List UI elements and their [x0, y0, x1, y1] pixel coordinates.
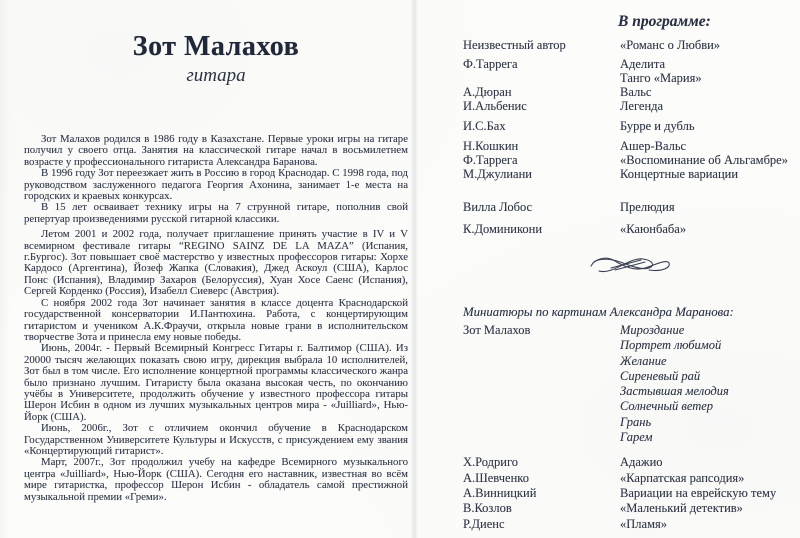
- piece-title: Адажио: [620, 455, 663, 470]
- miniatures-list: [420, 323, 798, 445]
- program-row: [420, 369, 798, 384]
- composer-name: Р.Диенс: [463, 516, 505, 531]
- composer-name: М.Джулиани: [463, 167, 532, 181]
- program-row: [420, 354, 798, 369]
- composer-name: И.С.Бах: [463, 119, 506, 133]
- piece-title: Бурре и дубль: [620, 119, 695, 133]
- composer-name: [463, 399, 620, 414]
- piece-title: «Воспоминание об Альгамбре»: [620, 153, 788, 167]
- piece-title: Желание: [620, 353, 667, 368]
- composer-name: Неизвестный автор: [463, 38, 566, 52]
- program-row: [420, 57, 798, 71]
- program-row: [420, 517, 798, 532]
- right-page: [420, 0, 798, 532]
- bio-paragraph: Июнь, 2004г. - Первый Всемирный Конгресс Гитары г. Балтимор (США). Из 20000 тысяч желающих показать свою игру, дирекция выбрала 10 исполнителей, Зот был в том числе. Его исполнение концертной программы классического жанра было признано лучшим. Гитаристу была оказана высокая честь, по окончанию учёбы в Университете, продолжить обучение у известного профессора гитары Шерон Исбин в одном из лучших музыкальных центров мира - «Juilliard», Нью-Йорк (США).: [24, 342, 408, 423]
- program-row: [420, 85, 798, 99]
- page-fold-line: [410, 0, 418, 538]
- piece-title: Ашер-Вальс: [620, 139, 687, 153]
- piece-title: Вальс: [620, 85, 652, 99]
- program-row: [420, 501, 798, 516]
- page-subtitle: гитара: [186, 65, 246, 86]
- bio-paragraph: Март, 2007г., Зот продолжил учебу на кафедре Всемирного музыкального центра «Juilliard», Нью-Йорк (США). Сегодня его наставник, известная во всём мире гитаристка, профессор Шерон Исбин - обладатель самой престижной музыкальной премии «Греми».: [24, 456, 408, 503]
- bio-paragraph: Летом 2001 и 2002 года, получает приглашение принять участие в IV и V всемирном фестивале гитары “REGINO SAINZ DE LA MAZA” (Испания, г.Бургос). Зот повышает своё мастерство у известных профессоров гитары: Хорхе Кардосо (Аргентина), Йозеф Жапка (Словакия), Джед Аскоул (США), Карлос Понс (Испания), Владимир Захаров (Белоруссия), Хуан Хосе Саенс (Испания), Сергей Корденко (Россия), Изабелл Сиеверс (Австрия).: [24, 228, 408, 298]
- composer-name: А.Шевченко: [463, 470, 529, 485]
- composer-name: К.Доминикони: [463, 222, 543, 236]
- program-row: [420, 399, 798, 414]
- composer-name: Ф.Таррега: [463, 153, 518, 167]
- composer-name: Зот Малахов: [463, 323, 531, 337]
- composer-name: А.Винницкий: [463, 485, 537, 500]
- piece-title: Прелюдия: [620, 200, 675, 214]
- composer-name: А.Дюран: [463, 85, 512, 99]
- program-row: [420, 153, 798, 167]
- piece-title: Грань: [620, 414, 652, 429]
- program-row: [420, 471, 798, 486]
- piece-title: Солнечный ветер: [620, 399, 714, 414]
- program-header: В программе:: [618, 13, 711, 30]
- program-row: [420, 338, 798, 353]
- program-row: [420, 71, 798, 85]
- composer-name: И.Альбенис: [463, 99, 527, 113]
- bio-paragraph: С ноября 2002 года Зот начинает занятия в классе доцента Краснодарской государственной консерватории И.Пантюхина. Работа, с концертирующим гитаристом и учеником А.К.Фраучи, открыла новые грани в исполнительском творчестве Зота и принесла ему новые победы.: [24, 296, 408, 343]
- bio-paragraph: В 1996 году Зот переезжает жить в Россию в город Краснодар. С 1998 года, под руководством заслуженного педагога Георгия Ахонина, занимает 1-е места на городских и краевых конкурсах.: [24, 167, 408, 203]
- flourish-icon: [583, 252, 677, 276]
- bio-paragraph: Зот Малахов родился в 1986 году в Казахстане. Первые уроки игры на гитаре получил у своего отца. Занятия на классической гитаре начал в восьмилетнем возрасте у профессионального гитариста Александра Баранова.: [24, 133, 408, 168]
- composer-name: [463, 384, 620, 399]
- program-row: [420, 99, 798, 113]
- piece-title: Вариации на еврейскую тему: [620, 485, 777, 500]
- program-row: [420, 167, 798, 181]
- piece-title: Сиреневый рай: [620, 368, 701, 383]
- biography-text: [24, 134, 408, 503]
- composer-name: Х.Родриго: [463, 455, 519, 470]
- piece-title: Аделита: [620, 57, 666, 71]
- piece-title: «Пламя»: [620, 516, 667, 531]
- piece-title: Гарем: [620, 430, 653, 445]
- piece-title: Легенда: [620, 99, 664, 113]
- composer-name: [463, 369, 620, 384]
- program-row: [420, 384, 798, 399]
- piece-title: Концертные вариации: [620, 167, 739, 181]
- piece-title: Застывшая мелодия: [620, 384, 729, 399]
- program-row: [420, 222, 798, 236]
- program-row: [420, 415, 798, 430]
- piece-title: «Каюнбаба»: [620, 222, 687, 236]
- program-row: [420, 38, 798, 52]
- program-row: [420, 139, 798, 153]
- composer-name: [463, 430, 620, 445]
- piece-title: «Романс о Любви»: [620, 38, 721, 52]
- miniatures-header: Миниатюры по картинам Александра Маранова:: [463, 305, 734, 319]
- composer-name: Н.Кошкин: [463, 139, 519, 153]
- program-row: [420, 200, 798, 214]
- composer-name: Ф.Таррега: [463, 57, 518, 71]
- composer-name: [463, 415, 620, 430]
- composer-name: [463, 354, 620, 369]
- composer-name: [463, 71, 620, 85]
- piece-title: «Карпатская рапсодия»: [620, 470, 745, 485]
- composer-name: Вилла Лобос: [463, 200, 533, 214]
- left-page: [24, 0, 408, 503]
- page-title: Зот Малахов: [132, 31, 300, 62]
- scan-edge-shadow: [0, 0, 10, 538]
- program-row: [420, 323, 798, 338]
- piece-title: Портрет любимой: [620, 338, 722, 353]
- piece-title: «Маленький детектив»: [620, 501, 743, 516]
- program-row: [420, 455, 798, 470]
- bio-paragraph: Июнь, 2006г., Зот с отличием окончил обучение в Краснодарском Государственном Университете Культуры и Искусств, с присуждением ему звания «Концертирующий гитарист».: [24, 422, 408, 457]
- composer-name: В.Козлов: [463, 501, 512, 516]
- piece-title: Мироздание: [620, 323, 685, 337]
- composer-name: [463, 338, 620, 353]
- program-row: [420, 119, 798, 133]
- program-row: [420, 486, 798, 501]
- bio-paragraph: В 15 лет осваивает технику игры на 7 струнной гитаре, пополнив свой репертуар произведениями русской гитарной классики.: [24, 201, 408, 225]
- program-row: [420, 430, 798, 445]
- piece-title: Танго «Мария»: [620, 71, 702, 85]
